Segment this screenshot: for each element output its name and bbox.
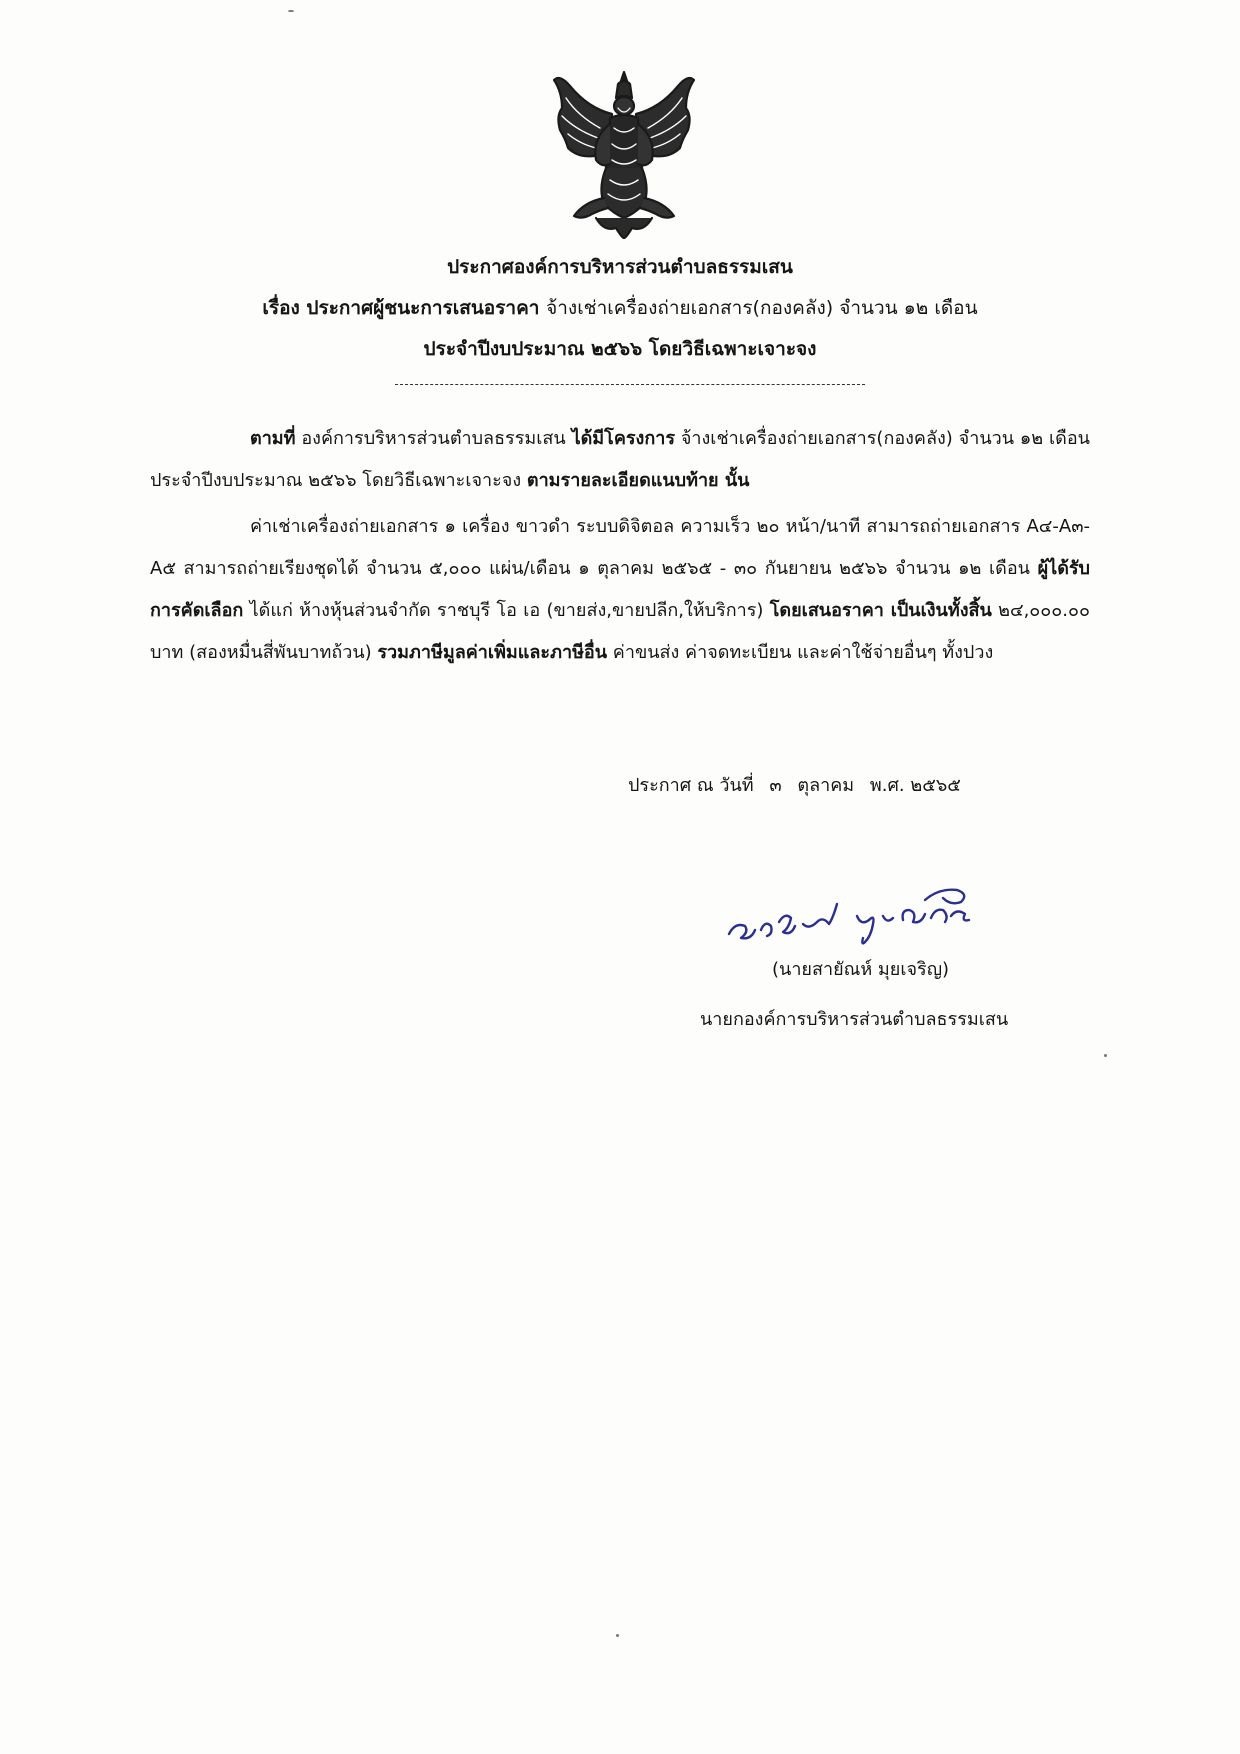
scan-speck (288, 10, 294, 12)
p2-item-detail: ค่าเช่าเครื่องถ่ายเอกสาร ๑ เครื่อง ขาวดำ ระบบดิจิตอล ความเร็ว ๒๐ หน้า/นาที สามารถถ่ายเอกสาร A๔-A๓-A๕ สามารถถ่ายเรียงชุดได้ จำนวน ๕,๐๐๐ แผ่น/เดือน ๑ ตุลาคม ๒๕๖๕ - ๓๐ กันยายน ๒๕๖๖ จำนวน ๑๒ เดือน (150, 516, 1090, 579)
body-paragraph-2 (150, 506, 1090, 674)
announcement-subject-2 (140, 329, 1100, 370)
p2-selected-label: ผู้ได้รับการคัดเลือก (150, 558, 1090, 621)
date-prefix: ประกาศ ณ วันที่ (628, 775, 754, 796)
announcement-date (628, 770, 971, 799)
body-paragraph-1 (150, 418, 1090, 502)
scan-speck (1104, 1054, 1107, 1057)
handwritten-signature (725, 860, 1005, 950)
p2-other-costs: ค่าขนส่ง ค่าจดทะเบียน และค่าใช้จ่ายอื่นๆ ทั้งปวง (612, 642, 994, 663)
p1-lead: ตามที่ (250, 428, 296, 449)
p1-project-label: ได้มีโครงการ (571, 428, 676, 449)
date-month: ตุลาคม (797, 775, 855, 796)
date-year: พ.ศ. ๒๕๖๕ (869, 775, 961, 796)
p2-vendor: ได้แก่ ห้างหุ้นส่วนจำกัด ราชบุรี โอ เอ (ขายส่ง,ขายปลีก,ให้บริการ) (249, 600, 764, 621)
p1-project: จ้างเช่าเครื่องถ่ายเอกสาร(กองคลัง) จำนวน ๑๒ เดือน ประจำปีงบประมาณ ๒๕๖๖ โดยวิธีเฉพาะเจาะจง (150, 428, 1090, 491)
signer-title: นายกองค์การบริหารส่วนตำบลธรรมเสน (700, 1009, 1009, 1030)
garuda-emblem-icon (548, 68, 700, 240)
p2-price-label: โดยเสนอราคา เป็นเงินทั้งสิ้น (769, 600, 992, 621)
title-separator (395, 384, 865, 385)
subject-rest: จ้างเช่าเครื่องถ่ายเอกสาร(กองคลัง) จำนวน ๑๒ เดือน (546, 297, 978, 319)
announcement-title (140, 247, 1100, 288)
org-title: ประกาศองค์การบริหารส่วนตำบลธรรมเสน (447, 256, 793, 278)
scan-speck (616, 1634, 619, 1637)
subject-line-1 (140, 288, 1100, 329)
subject-line-2: ประจำปีงบประมาณ ๒๕๖๖ โดยวิธีเฉพาะเจาะจง (423, 338, 817, 360)
date-day: ๓ (769, 775, 782, 796)
p2-price: ๒๔,๐๐๐.๐๐ บาท (สองหมื่นสี่พันบาทถ้วน) (150, 600, 1090, 663)
announcement-subject (140, 288, 1100, 329)
p1-org: องค์การบริหารส่วนตำบลธรรมเสน (301, 428, 566, 449)
p2-tax-label: รวมภาษีมูลค่าเพิ่มและภาษีอื่น (377, 642, 608, 663)
p1-tail: ตามรายละเอียดแนบท้าย นั้น (526, 470, 750, 491)
subject-prefix: เรื่อง ประกาศผู้ชนะการเสนอราคา (262, 297, 540, 319)
signer-name: (นายสายัณห์ มุยเจริญ) (772, 959, 950, 980)
